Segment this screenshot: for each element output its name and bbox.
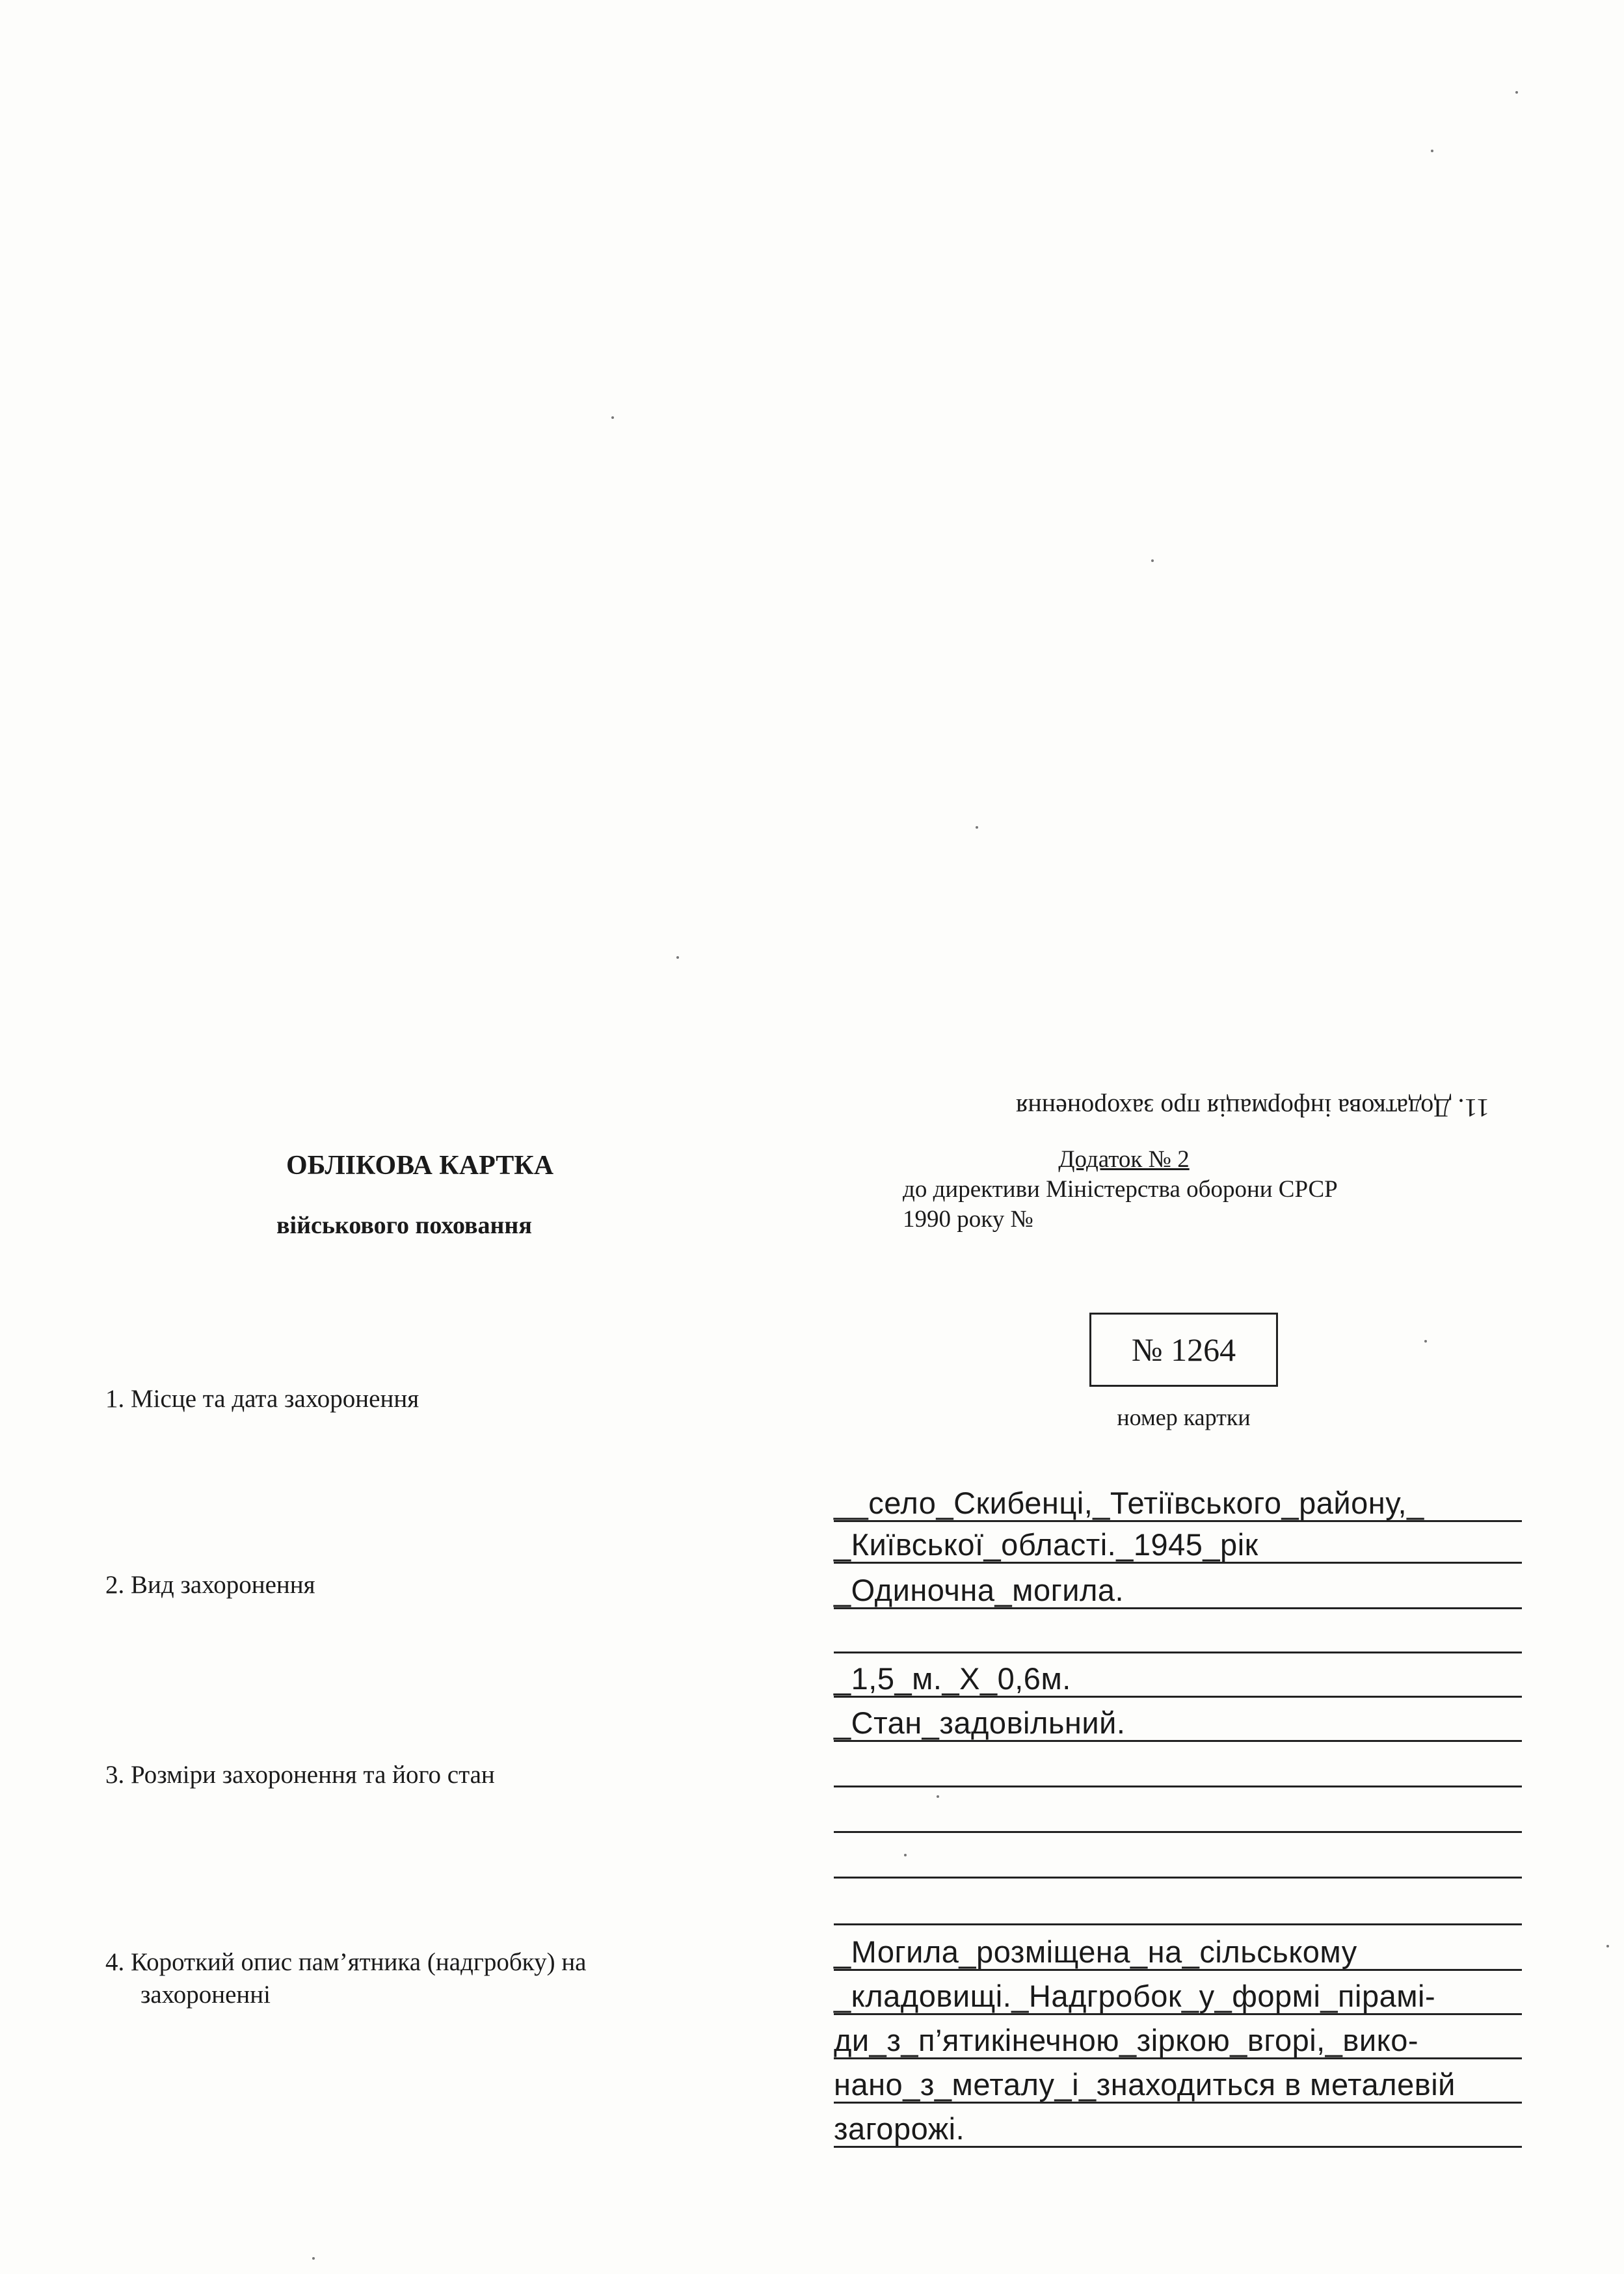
answer-type-line-1: _Одиночна_могила. <box>834 1572 1522 1609</box>
appendix-year: 1990 року № <box>903 1206 1033 1233</box>
answer-description-line-4: нано_з_металу_і_знаходиться в металевій <box>834 2066 1522 2104</box>
field-label-type: 2. Вид захоронення <box>105 1571 315 1599</box>
field-label-description-line1: 4. Короткий опис пам’ятника (надгробку) на <box>105 1948 587 1976</box>
answer-blank-line <box>834 1795 1522 1833</box>
field-label-description-line2: захороненні <box>140 1981 271 2009</box>
card-number: № 1264 <box>1131 1331 1236 1368</box>
answer-place-line-1: __село_Скибенці,_Тетіївського_району,_ <box>834 1484 1522 1522</box>
scan-speck <box>1515 91 1518 94</box>
scan-speck <box>1606 1945 1609 1947</box>
scan-speck <box>1424 1340 1427 1343</box>
appendix-number: Додаток № 2 <box>1058 1146 1190 1173</box>
scan-speck <box>312 2257 315 2260</box>
scan-speck <box>676 956 679 959</box>
answer-blank-line <box>834 1888 1522 1925</box>
card-number-box <box>1089 1313 1278 1387</box>
field-label-description <box>105 1946 587 2011</box>
answer-blank-line <box>834 1616 1522 1653</box>
answer-description-line-3: ди_з_п’ятикінечною_зіркою_вгорі,_вико- <box>834 2022 1522 2059</box>
field-label-size: 3. Розміри захоронення та його стан <box>105 1761 495 1789</box>
scan-speck <box>904 1854 907 1856</box>
appendix-block <box>903 1145 1345 1235</box>
card-title: ОБЛІКОВА КАРТКА <box>286 1151 554 1181</box>
answer-description-line-5: загорожі. <box>834 2110 1522 2148</box>
scan-speck <box>1431 150 1433 152</box>
answer-size-line-2: _Стан_задовільний. <box>834 1704 1522 1742</box>
card-number-label: номер картки <box>1117 1404 1251 1430</box>
answer-description-line-1: _Могила_розміщена_на_сільському <box>834 1933 1522 1971</box>
scan-speck <box>976 826 978 829</box>
answer-blank-line <box>834 1750 1522 1787</box>
answer-description-line-2: _кладовищі._Надгробок_у_формі_пірамі- <box>834 1977 1522 2015</box>
answer-place-line-2: _Київської_області._1945_рік <box>834 1526 1522 1564</box>
upside-down-heading: 11. Додаткова інформація про захоронення <box>1015 1093 1489 1123</box>
field-label-place: 1. Місце та дата захоронення <box>105 1385 419 1413</box>
scan-speck <box>611 416 614 419</box>
scan-speck <box>937 1795 939 1798</box>
answer-blank-line <box>834 1841 1522 1879</box>
answer-size-line-1: _1,5_м._Х_0,6м. <box>834 1660 1522 1698</box>
appendix-directive: до директиви Міністерства оборони СРСР <box>903 1176 1338 1203</box>
card-subtitle: військового поховання <box>276 1212 532 1239</box>
scan-speck <box>1151 559 1154 562</box>
